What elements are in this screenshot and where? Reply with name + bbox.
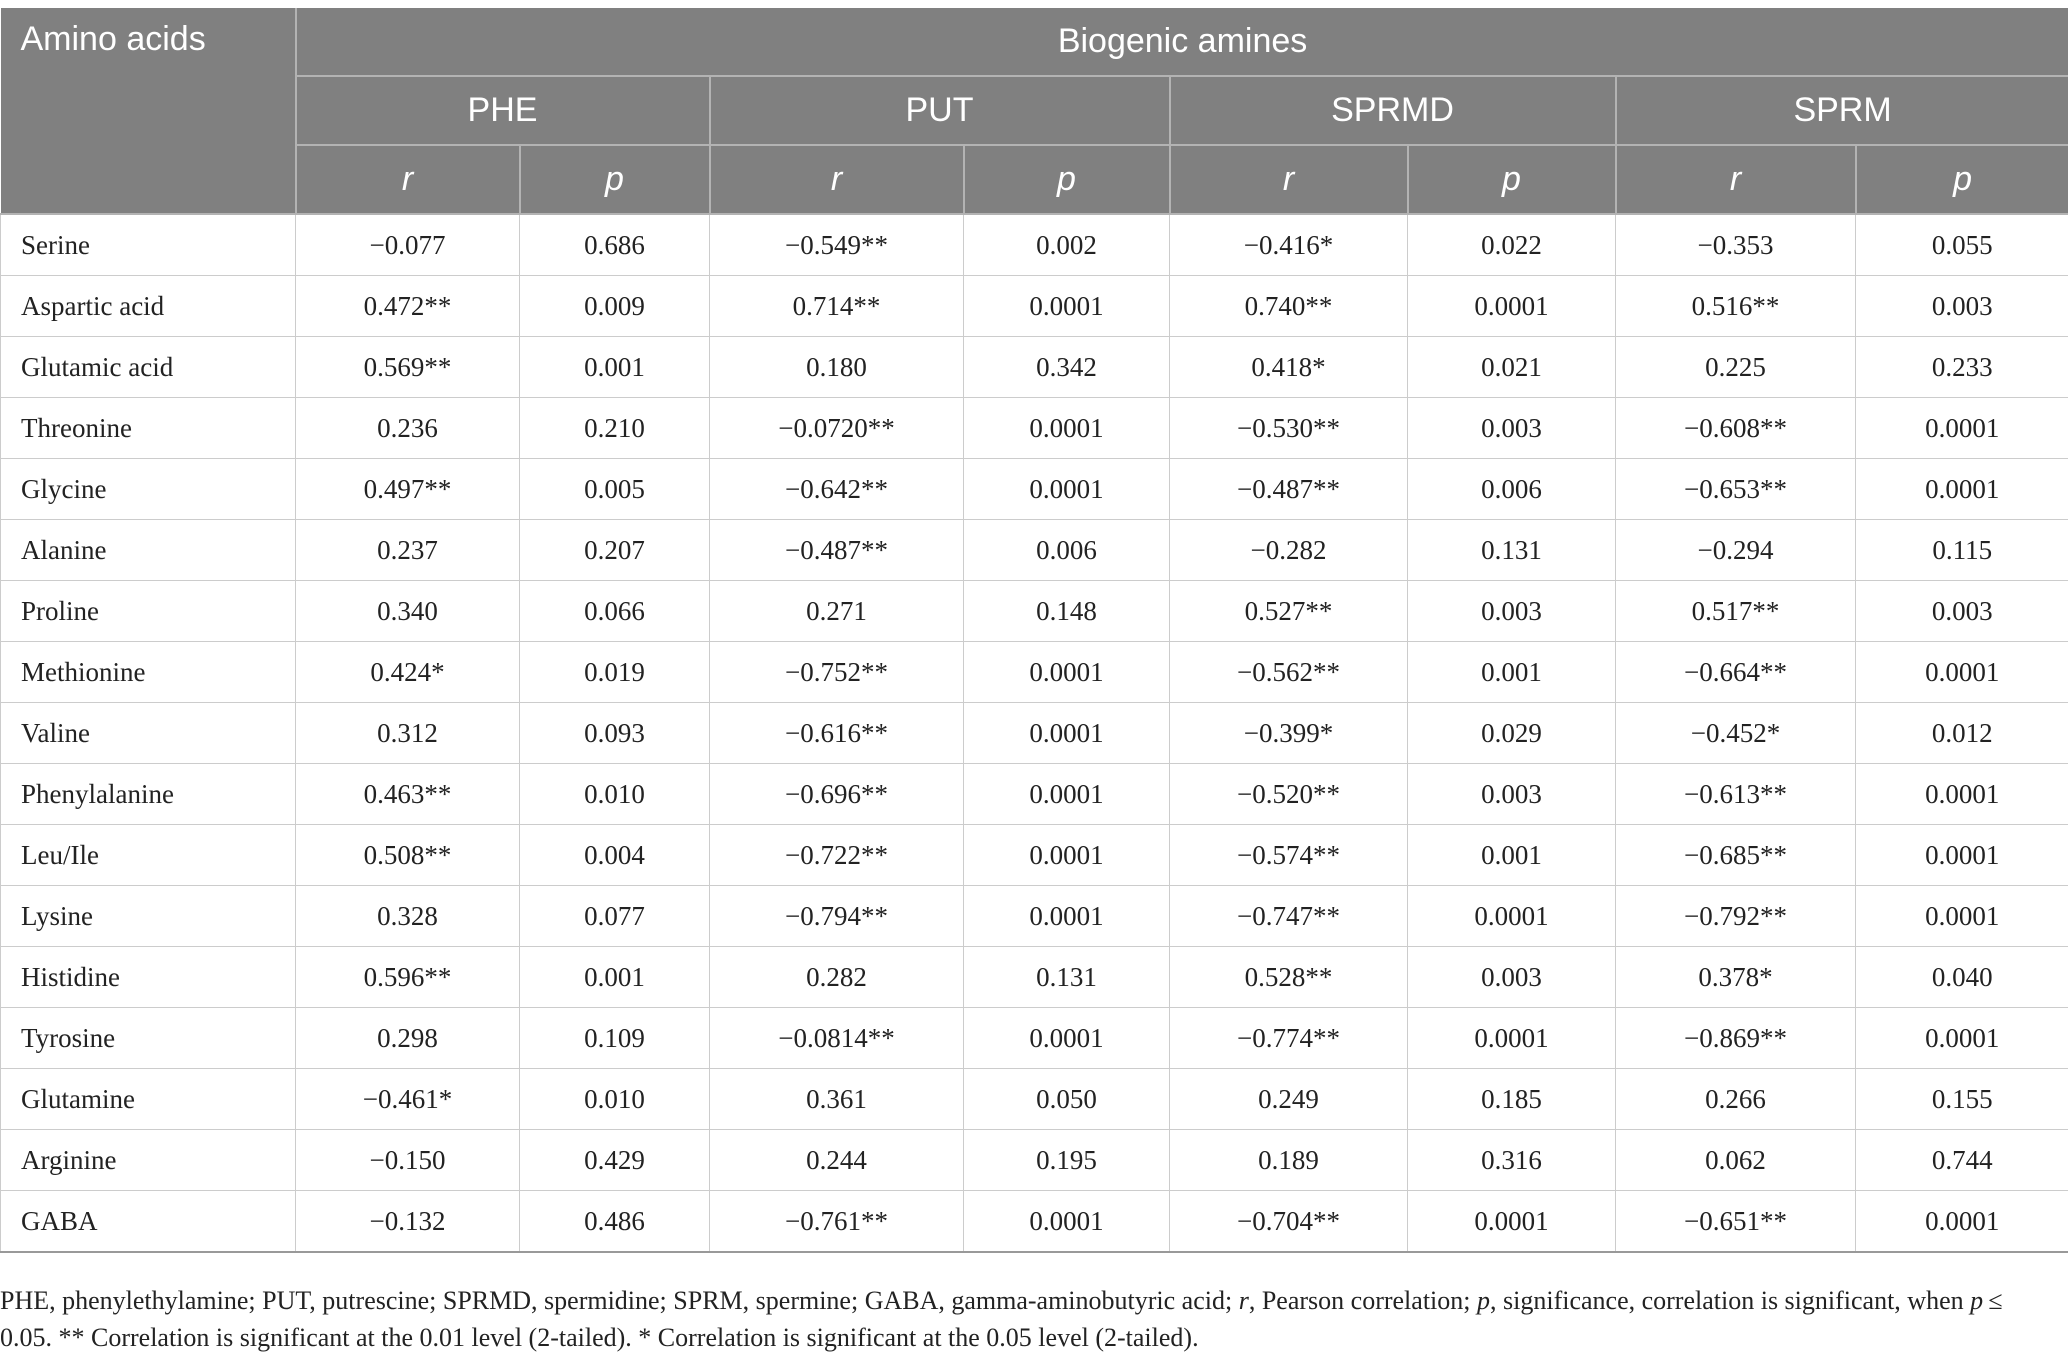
p-value-cell: 0.109	[520, 1008, 710, 1069]
amino-acid-name: Alanine	[1, 520, 296, 581]
r-value-cell: −0.520**	[1170, 764, 1408, 825]
p-value-cell: 0.131	[1408, 520, 1616, 581]
p-value-cell: 0.001	[520, 947, 710, 1008]
p-value-cell: 0.0001	[1856, 764, 2068, 825]
r-value-cell: −0.685**	[1616, 825, 1856, 886]
r-value-cell: −0.0814**	[710, 1008, 964, 1069]
p-value-cell: 0.055	[1856, 214, 2068, 276]
r-value-cell: −0.353	[1616, 214, 1856, 276]
table-row	[1, 1069, 2068, 1130]
p-value-cell: 0.0001	[964, 1008, 1170, 1069]
amine-header-sprm: SPRM	[1616, 76, 2068, 145]
amino-acid-name: Lysine	[1, 886, 296, 947]
footnote-r-symbol: r	[1238, 1286, 1249, 1315]
corner-header: Amino acids	[1, 8, 296, 214]
p-value-cell: 0.0001	[1408, 1191, 1616, 1253]
amino-acid-name: Leu/Ile	[1, 825, 296, 886]
r-value-cell: 0.528**	[1170, 947, 1408, 1008]
r-value-cell: 0.463**	[296, 764, 520, 825]
r-value-cell: 0.266	[1616, 1069, 1856, 1130]
footnote-text: , Pearson correlation;	[1248, 1286, 1477, 1315]
amino-acid-name: Glycine	[1, 459, 296, 520]
amino-acid-name: Threonine	[1, 398, 296, 459]
table-header	[1, 8, 2068, 214]
amino-acid-name: Serine	[1, 214, 296, 276]
r-value-cell: −0.282	[1170, 520, 1408, 581]
p-value-cell: 0.429	[520, 1130, 710, 1191]
amino-acid-name: Tyrosine	[1, 1008, 296, 1069]
p-value-cell: 0.010	[520, 764, 710, 825]
r-value-cell: −0.752**	[710, 642, 964, 703]
r-value-cell: −0.696**	[710, 764, 964, 825]
amino-acid-name: Proline	[1, 581, 296, 642]
p-value-cell: 0.115	[1856, 520, 2068, 581]
r-value-cell: −0.722**	[710, 825, 964, 886]
p-value-cell: 0.003	[1856, 581, 2068, 642]
p-value-cell: 0.148	[964, 581, 1170, 642]
footnote-text: PHE, phenylethylamine; PUT, putrescine; SPRMD, spermidine; SPRM, spermine; GABA, gamma-aminobutyric acid;	[0, 1286, 1239, 1315]
r-value-cell: 0.328	[296, 886, 520, 947]
table-row	[1, 214, 2068, 276]
p-value-cell: 0.0001	[1408, 276, 1616, 337]
stat-header-r: r	[296, 145, 520, 214]
p-value-cell: 0.0001	[964, 764, 1170, 825]
p-value-cell: 0.185	[1408, 1069, 1616, 1130]
p-value-cell: 0.131	[964, 947, 1170, 1008]
p-value-cell: 0.022	[1408, 214, 1616, 276]
r-value-cell: −0.416*	[1170, 214, 1408, 276]
p-value-cell: 0.029	[1408, 703, 1616, 764]
p-value-cell: 0.316	[1408, 1130, 1616, 1191]
r-value-cell: 0.237	[296, 520, 520, 581]
r-value-cell: 0.225	[1616, 337, 1856, 398]
table-row	[1, 886, 2068, 947]
amino-acid-name: Arginine	[1, 1130, 296, 1191]
r-value-cell: −0.869**	[1616, 1008, 1856, 1069]
r-value-cell: 0.516**	[1616, 276, 1856, 337]
r-value-cell: −0.132	[296, 1191, 520, 1253]
r-value-cell: −0.150	[296, 1130, 520, 1191]
p-value-cell: 0.155	[1856, 1069, 2068, 1130]
amino-acid-name: Valine	[1, 703, 296, 764]
p-value-cell: 0.0001	[1856, 825, 2068, 886]
r-value-cell: −0.530**	[1170, 398, 1408, 459]
r-value-cell: 0.312	[296, 703, 520, 764]
amino-acid-name: Aspartic acid	[1, 276, 296, 337]
r-value-cell: 0.527**	[1170, 581, 1408, 642]
p-value-cell: 0.0001	[964, 642, 1170, 703]
r-value-cell: 0.418*	[1170, 337, 1408, 398]
amine-header-sprmd: SPRMD	[1170, 76, 1616, 145]
amino-acid-name: Glutamine	[1, 1069, 296, 1130]
r-value-cell: 0.271	[710, 581, 964, 642]
stat-header-p: p	[1856, 145, 2068, 214]
p-value-cell: 0.0001	[964, 398, 1170, 459]
r-value-cell: 0.740**	[1170, 276, 1408, 337]
table-footnote	[0, 1282, 2040, 1356]
amino-acid-name: Glutamic acid	[1, 337, 296, 398]
p-value-cell: 0.0001	[964, 703, 1170, 764]
correlation-table	[0, 8, 2068, 1253]
r-value-cell: 0.282	[710, 947, 964, 1008]
p-value-cell: 0.003	[1856, 276, 2068, 337]
r-value-cell: −0.487**	[710, 520, 964, 581]
p-value-cell: 0.0001	[1856, 398, 2068, 459]
p-value-cell: 0.207	[520, 520, 710, 581]
p-value-cell: 0.0001	[1408, 1008, 1616, 1069]
table-row	[1, 276, 2068, 337]
p-value-cell: 0.006	[1408, 459, 1616, 520]
r-value-cell: −0.616**	[710, 703, 964, 764]
amine-header-phe: PHE	[296, 76, 710, 145]
r-value-cell: 0.424*	[296, 642, 520, 703]
p-value-cell: 0.003	[1408, 581, 1616, 642]
amino-acid-name: Histidine	[1, 947, 296, 1008]
footnote-p-symbol: p	[1477, 1286, 1490, 1315]
r-value-cell: −0.0720**	[710, 398, 964, 459]
amino-acid-name: Phenylalanine	[1, 764, 296, 825]
table-row	[1, 459, 2068, 520]
p-value-cell: 0.0001	[964, 886, 1170, 947]
p-value-cell: 0.486	[520, 1191, 710, 1253]
r-value-cell: −0.704**	[1170, 1191, 1408, 1253]
stat-header-p: p	[964, 145, 1170, 214]
p-value-cell: 0.005	[520, 459, 710, 520]
r-value-cell: 0.714**	[710, 276, 964, 337]
stat-header-r: r	[1170, 145, 1408, 214]
p-value-cell: 0.744	[1856, 1130, 2068, 1191]
amino-acid-name: GABA	[1, 1191, 296, 1253]
r-value-cell: 0.361	[710, 1069, 964, 1130]
p-value-cell: 0.233	[1856, 337, 2068, 398]
table-row	[1, 825, 2068, 886]
r-value-cell: 0.340	[296, 581, 520, 642]
p-value-cell: 0.050	[964, 1069, 1170, 1130]
p-value-cell: 0.210	[520, 398, 710, 459]
p-value-cell: 0.0001	[1856, 459, 2068, 520]
r-value-cell: −0.452*	[1616, 703, 1856, 764]
p-value-cell: 0.0001	[964, 825, 1170, 886]
p-value-cell: 0.077	[520, 886, 710, 947]
p-value-cell: 0.066	[520, 581, 710, 642]
amino-acid-name: Methionine	[1, 642, 296, 703]
stat-header-p: p	[1408, 145, 1616, 214]
table-row	[1, 1130, 2068, 1191]
r-value-cell: −0.399*	[1170, 703, 1408, 764]
r-value-cell: 0.508**	[296, 825, 520, 886]
r-value-cell: 0.596**	[296, 947, 520, 1008]
r-value-cell: 0.189	[1170, 1130, 1408, 1191]
r-value-cell: 0.569**	[296, 337, 520, 398]
table-row	[1, 337, 2068, 398]
table-row	[1, 642, 2068, 703]
r-value-cell: 0.378*	[1616, 947, 1856, 1008]
p-value-cell: 0.003	[1408, 947, 1616, 1008]
r-value-cell: 0.249	[1170, 1069, 1408, 1130]
r-value-cell: −0.747**	[1170, 886, 1408, 947]
r-value-cell: 0.180	[710, 337, 964, 398]
p-value-cell: 0.0001	[1408, 886, 1616, 947]
table-body	[1, 214, 2068, 1252]
r-value-cell: 0.517**	[1616, 581, 1856, 642]
p-value-cell: 0.0001	[1856, 1008, 2068, 1069]
r-value-cell: 0.062	[1616, 1130, 1856, 1191]
p-value-cell: 0.686	[520, 214, 710, 276]
r-value-cell: −0.608**	[1616, 398, 1856, 459]
p-value-cell: 0.003	[1408, 764, 1616, 825]
stat-header-r: r	[710, 145, 964, 214]
table-row	[1, 703, 2068, 764]
p-value-cell: 0.009	[520, 276, 710, 337]
r-value-cell: 0.497**	[296, 459, 520, 520]
table-row	[1, 581, 2068, 642]
table-row	[1, 398, 2068, 459]
p-value-cell: 0.195	[964, 1130, 1170, 1191]
r-value-cell: −0.774**	[1170, 1008, 1408, 1069]
p-value-cell: 0.0001	[964, 1191, 1170, 1253]
p-value-cell: 0.342	[964, 337, 1170, 398]
p-value-cell: 0.004	[520, 825, 710, 886]
p-value-cell: 0.019	[520, 642, 710, 703]
r-value-cell: 0.298	[296, 1008, 520, 1069]
group-header: Biogenic amines	[296, 8, 2068, 76]
r-value-cell: −0.549**	[710, 214, 964, 276]
p-value-cell: 0.021	[1408, 337, 1616, 398]
p-value-cell: 0.012	[1856, 703, 2068, 764]
r-value-cell: −0.653**	[1616, 459, 1856, 520]
amine-header-put: PUT	[710, 76, 1170, 145]
r-value-cell: −0.613**	[1616, 764, 1856, 825]
r-value-cell: −0.487**	[1170, 459, 1408, 520]
footnote-text: , significance, correlation is significant, when	[1490, 1286, 1971, 1315]
p-value-cell: 0.001	[520, 337, 710, 398]
p-value-cell: 0.010	[520, 1069, 710, 1130]
p-value-cell: 0.093	[520, 703, 710, 764]
r-value-cell: −0.664**	[1616, 642, 1856, 703]
r-value-cell: 0.244	[710, 1130, 964, 1191]
p-value-cell: 0.0001	[964, 459, 1170, 520]
r-value-cell: −0.794**	[710, 886, 964, 947]
table-row	[1, 764, 2068, 825]
r-value-cell: −0.761**	[710, 1191, 964, 1253]
p-value-cell: 0.0001	[1856, 1191, 2068, 1253]
r-value-cell: −0.651**	[1616, 1191, 1856, 1253]
p-value-cell: 0.0001	[1856, 886, 2068, 947]
table-row	[1, 1008, 2068, 1069]
p-value-cell: 0.006	[964, 520, 1170, 581]
r-value-cell: 0.236	[296, 398, 520, 459]
p-value-cell: 0.040	[1856, 947, 2068, 1008]
table-row	[1, 947, 2068, 1008]
p-value-cell: 0.0001	[1856, 642, 2068, 703]
table-row	[1, 520, 2068, 581]
stat-header-p: p	[520, 145, 710, 214]
p-value-cell: 0.003	[1408, 398, 1616, 459]
footnote-text: ≤ 0.05. ** Correlation is significant at the 0.01 level (2-tailed). * Correlation is significant at the 0.05 level (2-tailed).	[0, 1286, 2008, 1352]
p-value-cell: 0.002	[964, 214, 1170, 276]
r-value-cell: −0.294	[1616, 520, 1856, 581]
r-value-cell: −0.642**	[710, 459, 964, 520]
p-value-cell: 0.001	[1408, 642, 1616, 703]
stat-header-r: r	[1616, 145, 1856, 214]
r-value-cell: −0.574**	[1170, 825, 1408, 886]
r-value-cell: −0.792**	[1616, 886, 1856, 947]
r-value-cell: 0.472**	[296, 276, 520, 337]
p-value-cell: 0.0001	[964, 276, 1170, 337]
r-value-cell: −0.461*	[296, 1069, 520, 1130]
table-row	[1, 1191, 2068, 1253]
r-value-cell: −0.562**	[1170, 642, 1408, 703]
p-value-cell: 0.001	[1408, 825, 1616, 886]
r-value-cell: −0.077	[296, 214, 520, 276]
footnote-p-symbol: p	[1970, 1286, 1984, 1315]
